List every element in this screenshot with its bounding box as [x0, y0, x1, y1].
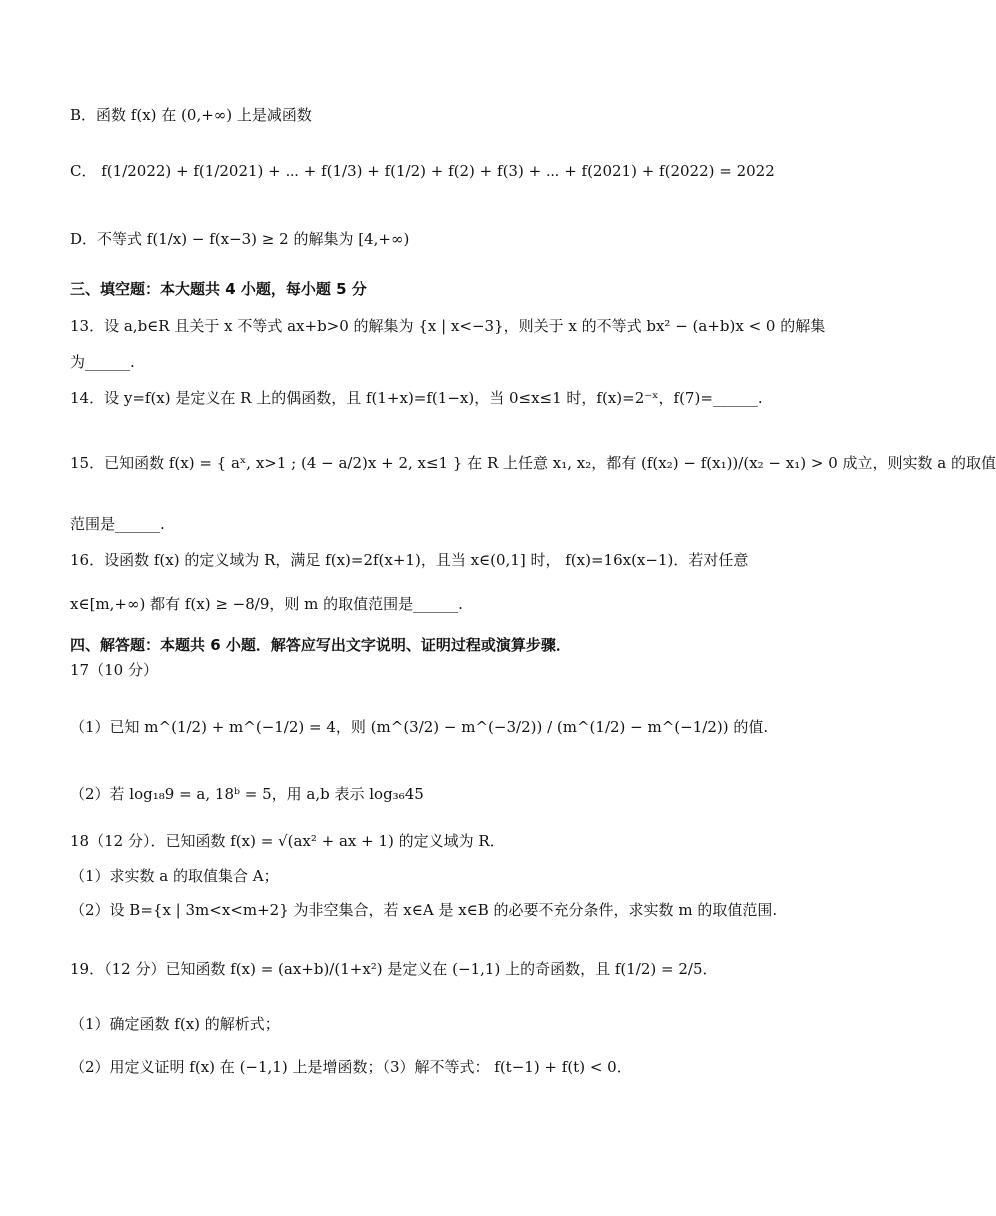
- question-16-line-1: 16．设函数 f(x) 的定义域为 R，满足 f(x)=2f(x+1)，且当 x∈(0,1] 时， f(x)=16x(x−1)．若对任意: [70, 551, 749, 569]
- question-18-part-1: （1）求实数 a 的取值集合 A；: [70, 867, 279, 885]
- question-15-line-2: 范围是______.: [70, 515, 165, 533]
- question-19: 19．（12 分）已知函数 f(x) = (ax+b)/(1+x²) 是定义在 (−1,1) 上的奇函数，且 f(1/2) = 2/5．: [70, 960, 718, 978]
- question-18-part-2: （2）设 B={x | 3m<x<m+2} 为非空集合，若 x∈A 是 x∈B 的必要不充分条件，求实数 m 的取值范围.: [70, 901, 778, 919]
- question-17-part-2: （2）若 log₁₈9 = a, 18ᵇ = 5，用 a,b 表示 log₃₆45: [70, 785, 424, 803]
- question-17-part-1: （1）已知 m^(1/2) + m^(−1/2) = 4，则 (m^(3/2) − m^(−3/2)) / (m^(1/2) − m^(−1/2)) 的值.: [70, 718, 769, 736]
- question-17-header: 17（10 分）: [70, 661, 158, 679]
- question-19-part-2: （2）用定义证明 f(x) 在 (−1,1) 上是增函数；（3）解不等式： f(t−1) + f(t) < 0．: [70, 1058, 632, 1076]
- question-14: 14．设 y=f(x) 是定义在 R 上的偶函数，且 f(1+x)=f(1−x)，当 0≤x≤1 时，f(x)=2⁻ˣ，f(7)=______.: [70, 389, 763, 407]
- option-b: B．函数 f(x) 在 (0,+∞) 上是减函数: [70, 106, 312, 124]
- section-3-heading: 三、填空题：本大题共 4 小题，每小题 5 分: [70, 280, 367, 298]
- option-d: D．不等式 f(1/x) − f(x−3) ≥ 2 的解集为 [4,+∞): [70, 230, 410, 248]
- question-13-line-1: 13．设 a,b∈R 且关于 x 不等式 ax+b>0 的解集为 {x | x<−3}，则关于 x 的不等式 bx² − (a+b)x < 0 的解集: [70, 317, 826, 335]
- question-19-part-1: （1）确定函数 f(x) 的解析式；: [70, 1015, 280, 1033]
- question-18: 18（12 分）．已知函数 f(x) = √(ax² + ax + 1) 的定义域为 R．: [70, 832, 505, 850]
- question-16-line-2: x∈[m,+∞) 都有 f(x) ≥ −8/9，则 m 的取值范围是______.: [70, 595, 463, 613]
- question-15-line-1: 15．已知函数 f(x) = { aˣ, x>1 ; (4 − a/2)x + 2, x≤1 } 在 R 上任意 x₁, x₂，都有 (f(x₂) − f(x₁))/(x₂ − x₁) > 0 成立，则实数 a 的取值: [70, 454, 996, 472]
- question-13-line-2: 为______.: [70, 353, 135, 371]
- option-c: C． f(1/2022) + f(1/2021) + ⋯ + f(1/3) + f(1/2) + f(2) + f(3) + ⋯ + f(2021) + f(2022) = 2022: [70, 162, 775, 180]
- section-4-heading: 四、解答题：本题共 6 小题．解答应写出文字说明、证明过程或演算步骤．: [70, 636, 571, 654]
